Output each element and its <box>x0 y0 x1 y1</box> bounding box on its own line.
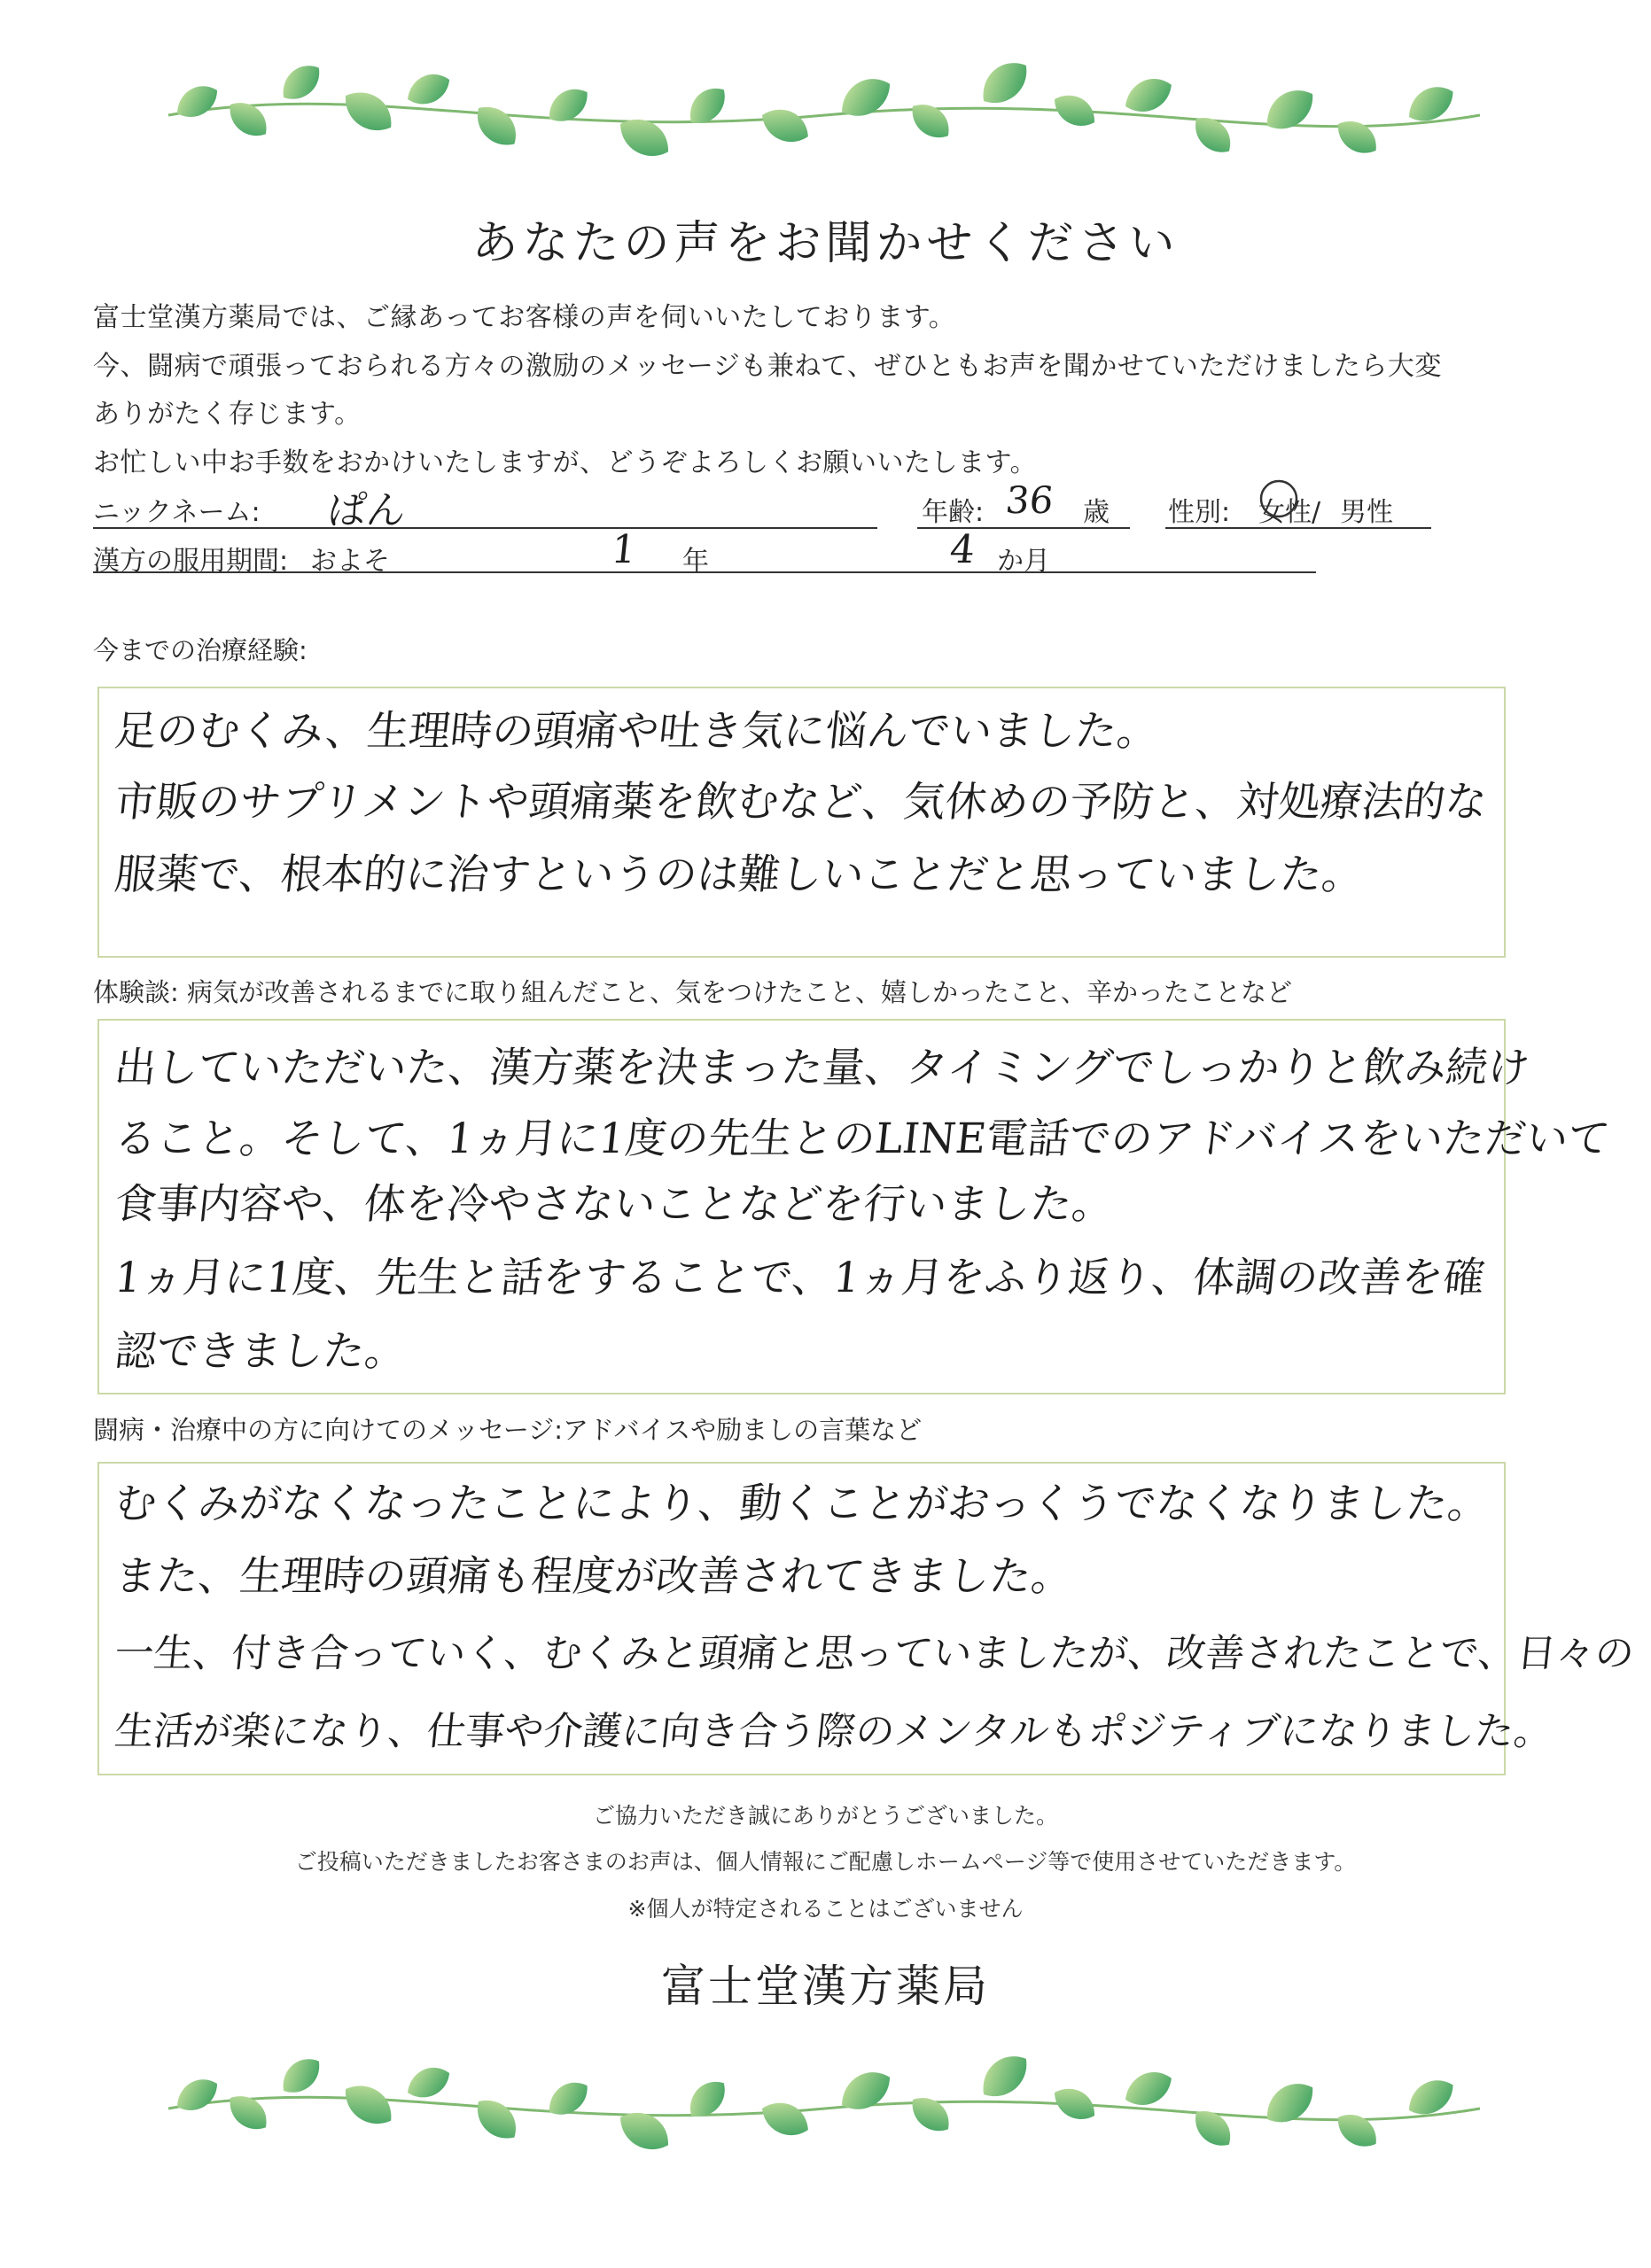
nickname-field[interactable]: ぱん <box>324 488 409 533</box>
gender-female-label: 女性 <box>1258 497 1312 528</box>
nickname-label: ニックネーム: <box>93 497 261 528</box>
age-underline <box>917 527 1130 529</box>
message-answer-line-1: むくみがなくなったことにより、動くことがおっくうでなくなりました。 <box>112 1480 1492 1528</box>
history-answer-line-3: 服薬で、根本的に治すというのは難しいことだと思っていました。 <box>112 850 1367 899</box>
message-section-heading <box>93 1410 922 1447</box>
footer-thanks: ご協力いただき誠にありがとうございました。 <box>592 1803 1058 1829</box>
experience-answer-line-2: ること。そして、1ヵ月に1度の先生とのLINE電話でのアドバイスをいただいて <box>112 1115 1613 1163</box>
gender-separator: / <box>1312 497 1321 528</box>
brand-name: 富士堂漢方薬局 <box>661 1961 990 2012</box>
experience-answer-line-3: 食事内容や、体を冷やさないことなどを行いました。 <box>112 1180 1117 1229</box>
history-answer-line-2: 市販のサプリメントや頭痛薬を飲むなど、気休めの予防と、対処療法的な <box>112 778 1490 827</box>
period-prefix: およそ <box>310 546 390 577</box>
period-years-unit: 年 <box>682 546 709 577</box>
experience-answer-line-5: 認できました。 <box>112 1327 409 1376</box>
intro-line-1: 富士堂漢方薬局では、ご縁あってお客様の声を伺いいたしております。 <box>93 302 956 333</box>
intro-line-4: お忙しい中お手数をおかけいたしますが、どうぞよろしくお願いいたします。 <box>93 447 1038 478</box>
experience-answer-line-4: 1ヵ月に1度、先生と話をすることで、1ヵ月をふり返り、体調の改善を確 <box>112 1254 1488 1302</box>
experience-section-heading <box>93 973 1292 1009</box>
message-answer-line-3: 一生、付き合っていく、むくみと頭痛と思っていましたが、改善されたことで、日々の <box>112 1631 1637 1676</box>
age-label: 年齢: <box>922 497 985 528</box>
page-title: あなたの声をお聞かせください <box>471 217 1180 270</box>
period-years-field[interactable]: 1 <box>609 527 639 572</box>
age-field[interactable]: 36 <box>1003 478 1056 522</box>
period-underline <box>93 571 1316 573</box>
experience-section-label: 体験談: <box>93 977 179 1007</box>
experience-answer-line-1: 出していただいた、漢方薬を決まった量、タイミングでしっかりと飲み続け <box>112 1044 1532 1092</box>
footer-usage-note: ご投稿いただきましたお客さまのお声は、個人情報にご配慮しホームページ等で使用させていただきます。 <box>294 1849 1357 1875</box>
gender-underline <box>1165 527 1431 529</box>
period-months-field[interactable]: 4 <box>947 527 977 572</box>
experience-section-sub: 病気が改善されるまでに取り組んだこと、気をつけたこと、嬉しかったこと、辛かったことなど <box>187 977 1293 1007</box>
nickname-underline <box>93 527 877 529</box>
message-section-label: 闘病・治療中の方に向けてのメッセージ: <box>93 1415 564 1445</box>
intro-line-2: 今、闘病で頑張っておられる方々の激励のメッセージも兼ねて、ぜひともお声を聞かせていただけましたら大変 <box>93 351 1442 382</box>
footer-privacy-note: ※個人が特定されることはございません <box>627 1896 1024 1922</box>
age-unit: 歳 <box>1083 497 1110 528</box>
period-months-unit: か月 <box>997 546 1050 577</box>
period-label: 漢方の服用期間: <box>93 546 289 577</box>
leaf-vine-bottom-decoration <box>0 2029 1651 2179</box>
leaf-vine-top-decoration <box>0 53 1651 204</box>
intro-line-3: ありがたく存じます。 <box>93 399 362 430</box>
message-answer-line-4: 生活が楽になり、仕事や介護に向き合う際のメンタルもポジティブになりました。 <box>112 1709 1555 1754</box>
message-section-sub: アドバイスや励ましの言葉など <box>563 1415 923 1445</box>
message-answer-line-2: また、生理時の頭痛も程度が改善されてきました。 <box>112 1552 1076 1601</box>
gender-male-option[interactable]: 男性 <box>1340 497 1393 528</box>
history-section-label: 今までの治療経験: <box>93 635 308 665</box>
gender-selection-circle <box>1257 477 1301 521</box>
history-answer-line-1: 足のむくみ、生理時の頭痛や吐き気に悩んでいました。 <box>112 707 1162 756</box>
gender-label: 性別: <box>1168 497 1231 528</box>
